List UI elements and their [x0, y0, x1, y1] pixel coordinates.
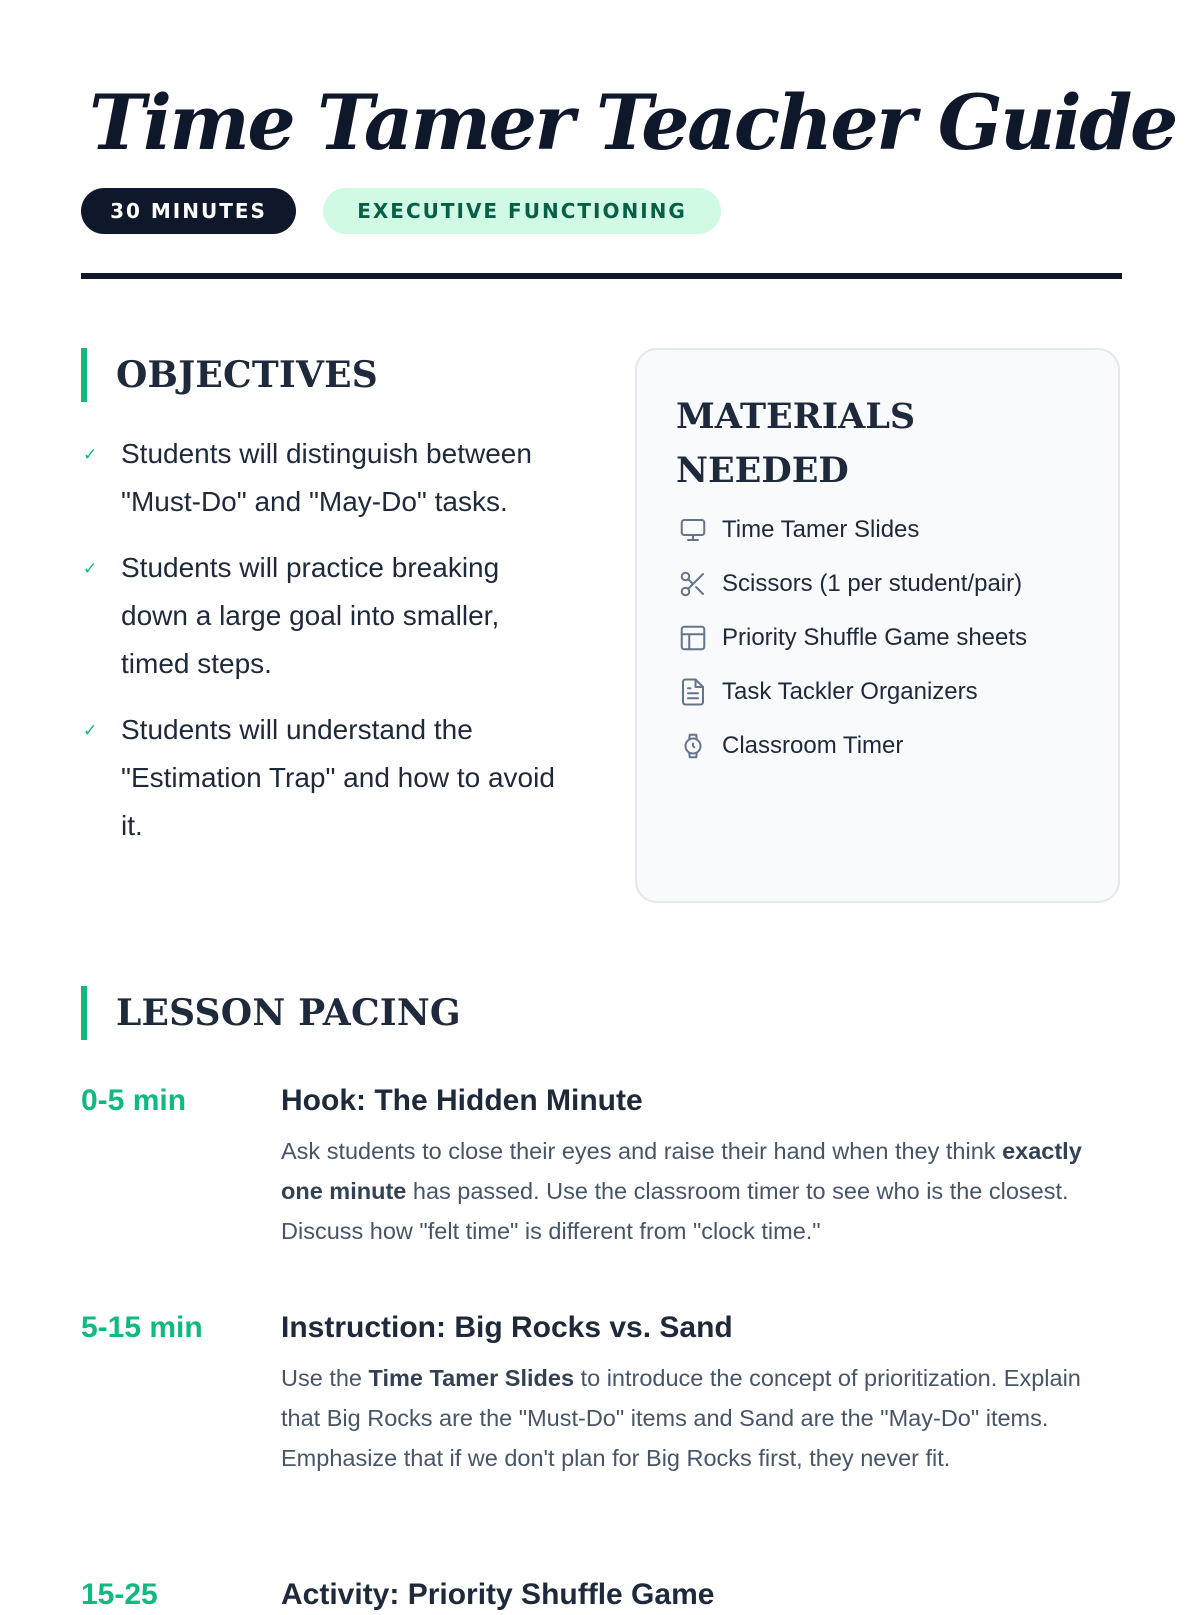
pacing-description: Use the Time Tamer Slides to introduce the concept of prioritization. Explain that Big Rocks are the "Must-Do" items and Sand are the "May-Do" items. Emphasize that if we don't plan for Big Rocks first, they never fit.: [281, 1365, 1081, 1471]
objectives-heading-text: OBJECTIVES: [116, 354, 378, 396]
header-divider: [81, 273, 1122, 279]
material-label: Scissors (1 per student/pair): [722, 570, 1023, 597]
pacing-time: 0-5 min: [81, 1084, 187, 1117]
scissors-icon: [676, 567, 710, 601]
material-item: [676, 719, 1027, 773]
topic-badge: EXECUTIVE FUNCTIONING: [323, 188, 721, 234]
checkmark-icon: ✓: [83, 445, 98, 464]
checkmark-icon: ✓: [83, 721, 98, 740]
pacing-description: Ask students to close their eyes and raise their hand when they think exactly one minute has passed. Use the classroom timer to see who is the closest. Discuss how "felt time" is different from "clock time.": [281, 1138, 1082, 1244]
material-item: [676, 665, 1027, 719]
materials-heading: MATERIALS NEEDED: [676, 396, 916, 491]
material-item: [676, 611, 1027, 665]
pacing-title: Instruction: Big Rocks vs. Sand: [281, 1311, 733, 1344]
material-item: [676, 557, 1027, 611]
pacing-title: Hook: The Hidden Minute: [281, 1084, 643, 1117]
material-item: [676, 503, 1027, 557]
monitor-icon: [676, 513, 710, 547]
watch-icon: [676, 729, 710, 763]
objectives-list: [81, 430, 561, 868]
layout-icon: [676, 621, 710, 655]
objective-text: Students will practice breaking down a large goal into smaller, timed steps.: [121, 552, 500, 679]
material-label: Time Tamer Slides: [722, 516, 920, 543]
pacing-body: [281, 1081, 1111, 1251]
material-label: Priority Shuffle Game sheets: [722, 624, 1028, 651]
lesson-pacing-heading: [81, 986, 607, 1040]
materials-card: [635, 348, 1120, 903]
pacing-title: Activity: Priority Shuffle Game: [281, 1578, 715, 1611]
duration-badge: 30 MINUTES: [81, 188, 296, 234]
page-title: Time Tamer Teacher Guide: [89, 78, 1176, 167]
objectives-heading: [81, 348, 607, 402]
objective-text: Students will understand the "Estimation Trap" and how to avoid it.: [121, 714, 555, 841]
pacing-body: [281, 1575, 1111, 1615]
materials-list: [676, 503, 1027, 773]
objective-item: [81, 544, 561, 688]
objective-text: Students will distinguish between "Must-Do" and "May-Do" tasks.: [121, 438, 532, 517]
document-icon: [676, 675, 710, 709]
objective-item: [81, 706, 561, 850]
lesson-pacing-heading-text: LESSON PACING: [116, 992, 461, 1034]
checkmark-icon: ✓: [83, 559, 98, 578]
pacing-time: 15-25: [81, 1578, 158, 1611]
pacing-body: [281, 1308, 1111, 1478]
material-label: Classroom Timer: [722, 732, 904, 759]
material-label: Task Tackler Organizers: [722, 678, 978, 705]
pacing-time: 5-15 min: [81, 1311, 203, 1344]
objective-item: [81, 430, 561, 526]
